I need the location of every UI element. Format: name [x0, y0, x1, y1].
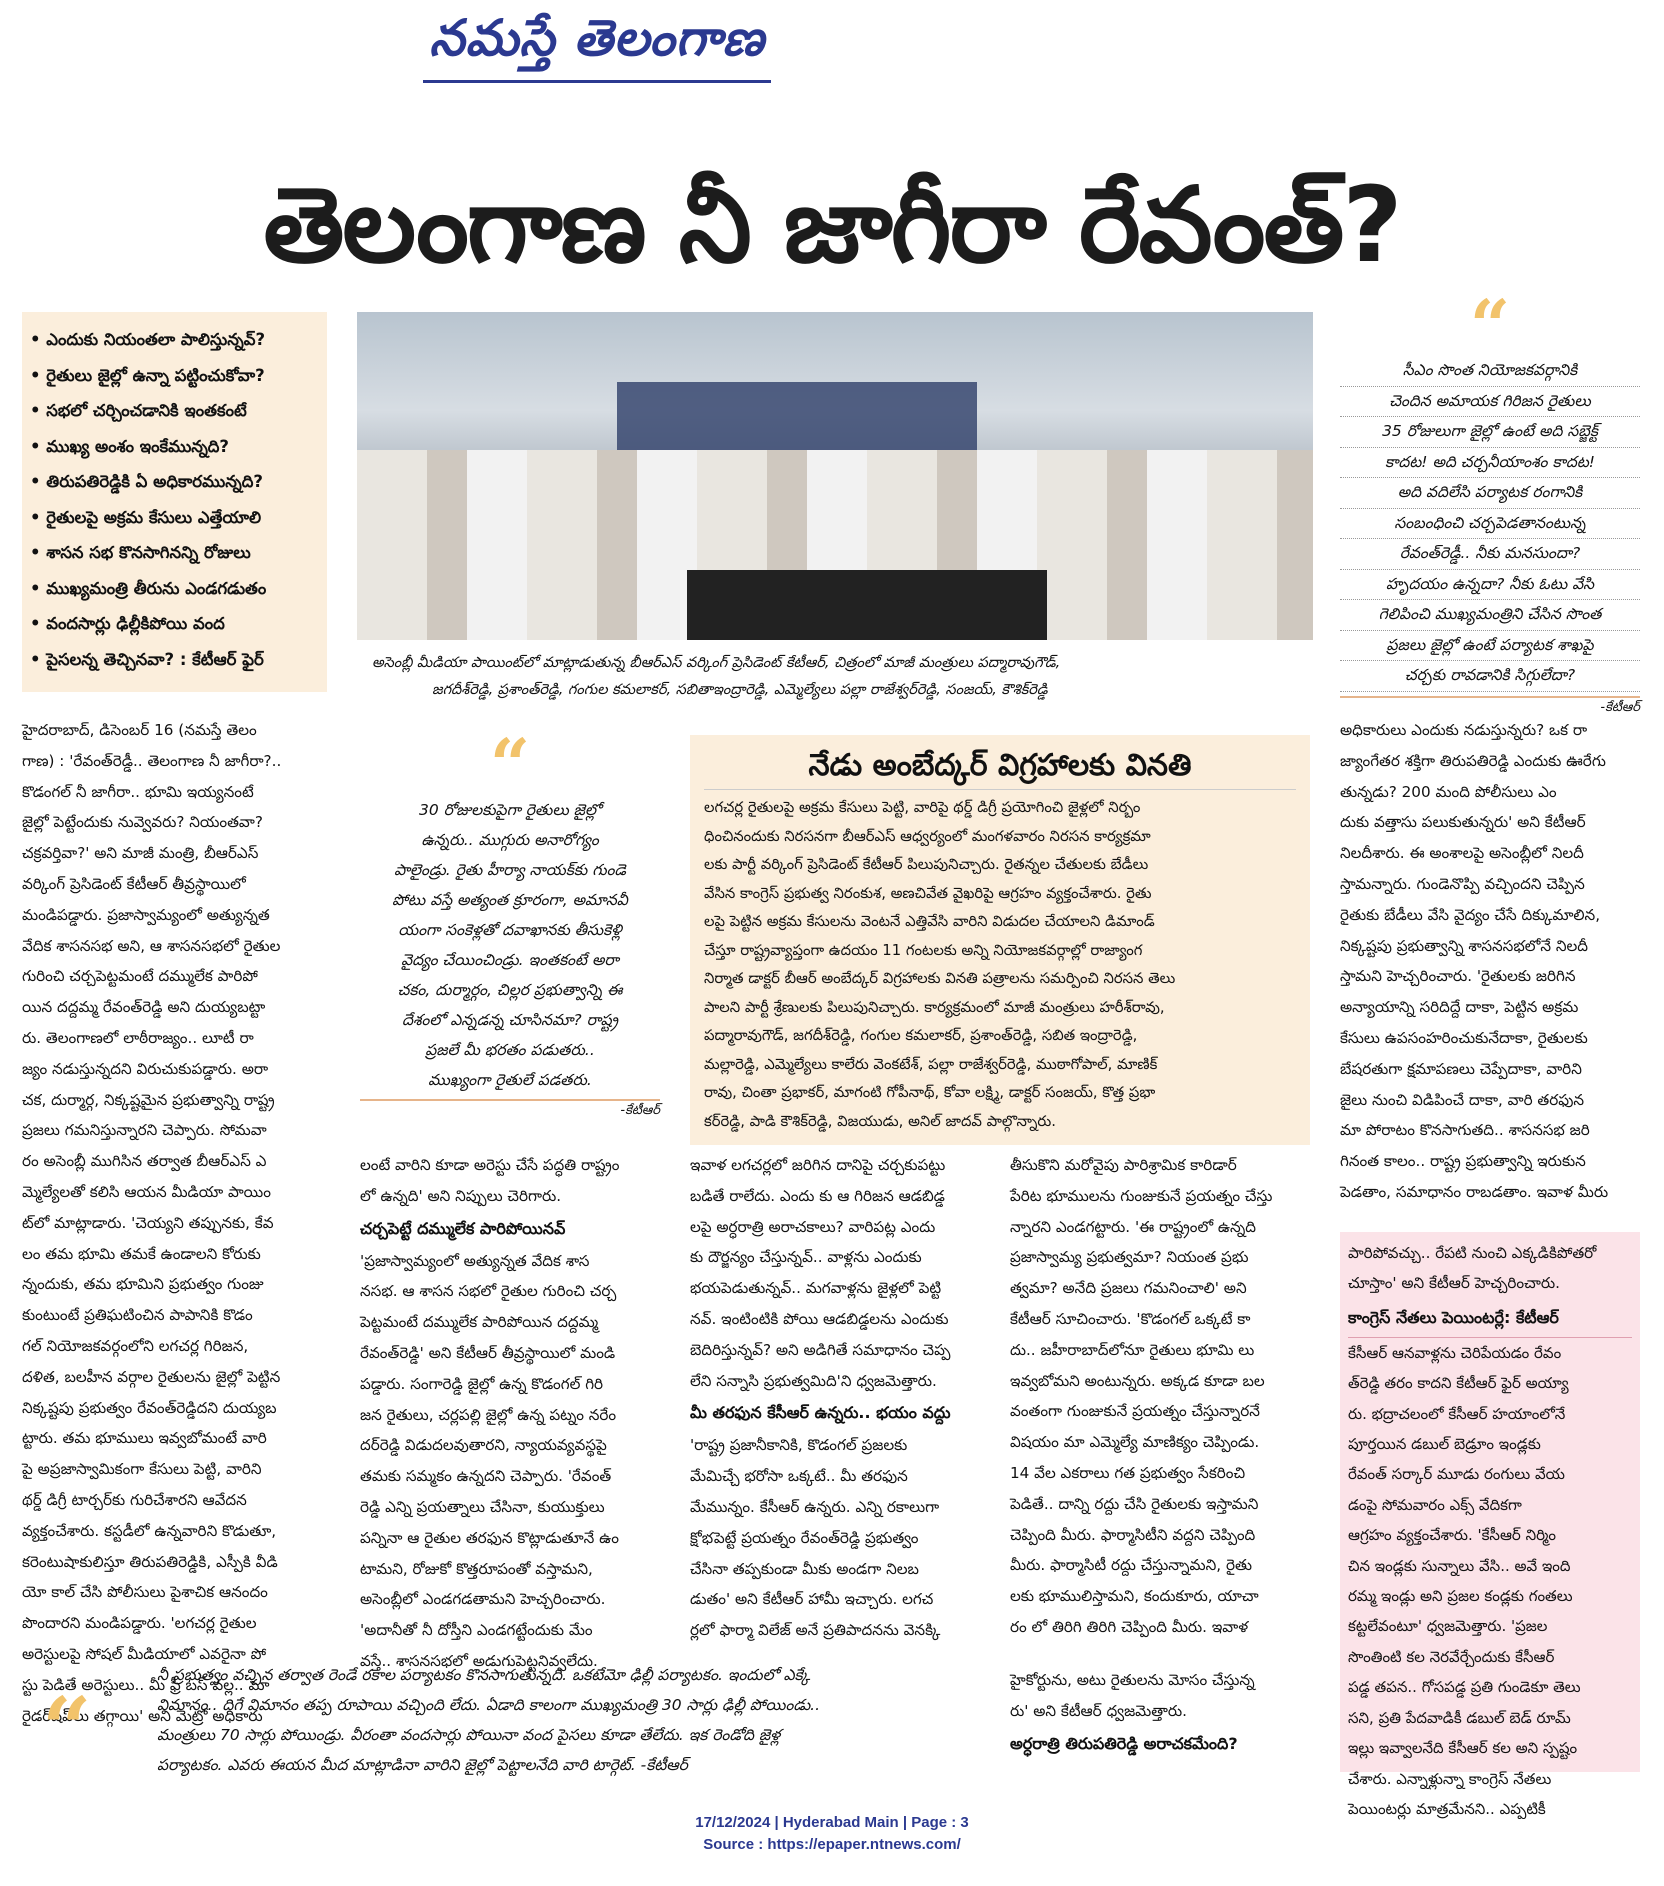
- text-line: అసెంబ్లీలో ఎండగడతామని హెచ్చరించారు.: [360, 1590, 606, 1609]
- text-line: రావు, చింతా ప్రభాకర్, మాగంటి గోపీనాథ్, కోవా లక్ష్మి, డాక్టర్ సంజయ్, కొత్త ప్రభా: [704, 1084, 1156, 1101]
- text-line: కర్‌రెడ్డి, పాడి కౌశిక్‌రెడ్డి, విజయుడు, అనిల్ జాదవ్ పాల్గొన్నారు.: [704, 1112, 1056, 1130]
- text-line: వేసిన కాంగ్రెస్ ప్రభుత్వ నిరంకుశ, అణచివేత వైఖరిపై ఆగ్రహం వ్యక్తంచేశారు. రైతు: [704, 884, 1152, 902]
- quote-signature: -కేటీఆర్: [1340, 696, 1640, 718]
- text-line: 'అదానీతో నీ దోస్తీని ఎండగట్టేందుకు మేం: [360, 1621, 593, 1640]
- ambedkar-box: [690, 735, 1310, 1145]
- text-line: చేసినా తప్పకుండా మీకు అండగా నిలబ: [690, 1559, 919, 1578]
- quote-box-middle: [360, 723, 660, 1118]
- text-line: చేస్తూ రాష్ట్రవ్యాప్తంగా ఉదయం 11 గంటలకు అన్ని నియోజకవర్గాల్లో రాజ్యాంగ: [704, 941, 1143, 959]
- text-line: డంపై సోమవారం ఎక్స్ వేదికగా: [1348, 1495, 1522, 1514]
- quote-icon: “: [1469, 284, 1511, 367]
- sub-heading: చర్చపెట్టే దమ్ములేక పారిపోయినవ్: [360, 1218, 566, 1238]
- text-line: 'ప్రజాస్వామ్యంలో అత్యున్నత వేదిక శాస: [360, 1251, 590, 1270]
- text-line: నిక్కష్టపు ప్రభుత్వం రేవంత్‌రెడ్డిదని దుయ్యబ: [22, 1398, 277, 1417]
- text-line: పూర్తయిన డబుల్ బెడ్రూం ఇండ్లకు: [1348, 1435, 1541, 1454]
- text-line: పెడతాం, సమాధానం రాబడతాం. ఇవాళ మీరు: [1340, 1182, 1609, 1201]
- bullet-item: • రైతులపై అక్రమ కేసులు ఎత్తేయాలి: [30, 500, 319, 536]
- text-line: పొందారని మండిపడ్డారు. 'లగచర్ల రైతుల: [22, 1614, 257, 1633]
- text-line: మండిపడ్డారు. ప్రజాస్వామ్యంలో అత్యున్నత: [22, 905, 270, 924]
- text-line: దర్‌రెడ్డి విడుదలవుతారని, న్యాయవ్యవస్థపై: [360, 1436, 607, 1455]
- bullet-item: • పైసలన్న తెచ్చినవా? : కేటీఆర్ ఫైర్: [30, 642, 319, 678]
- bullet-item: • ముఖ్య అంశం ఇంకేమున్నది?: [30, 429, 319, 465]
- text-line: గురించి చర్చపెట్టమంటే దమ్ములేక పారిపో: [22, 967, 258, 986]
- congress-painters-box: [1340, 1232, 1640, 1818]
- bullet-item: • ఎందుకు నియంతలా పాలిస్తున్నవ్?: [30, 322, 319, 358]
- text-line: మీరు. ఫార్మాసిటీ రద్దు చేస్తున్నామని, రైతు: [1010, 1556, 1253, 1575]
- quote-signature: -కేటీఆర్: [360, 1099, 660, 1121]
- text-line: గినంత కాలం.. రాష్ట్ర ప్రభుత్వాన్ని ఇరుకున: [1340, 1152, 1586, 1171]
- bullet-item: • వందసార్లు ఢిల్లీకిపోయి వంద: [30, 606, 319, 642]
- text-line: న్నందుకు, తమ భూమిని ప్రభుత్వం గుంజు: [22, 1275, 264, 1294]
- text-line: పాలని పార్టీ శ్రేణులకు పిలుపునిచ్చారు. కార్యక్రమంలో మాజీ మంత్రులు హరీశ్‌రావు,: [704, 998, 1165, 1016]
- photo-banner: [617, 382, 977, 452]
- text-line: రేవంత్‌రెడ్డి' అని కేటీఆర్ తీవ్రస్థాయిలో మండి: [360, 1343, 616, 1362]
- text-line: ఇవాళ లగచర్లలో జరిగిన దానిపై చర్చకుపట్టు: [690, 1156, 946, 1174]
- sub-heading: మీ తరఫున కేసీఆర్ ఉన్నరు.. భయం వద్దు: [690, 1403, 951, 1423]
- text-line: లపై పెట్టిన అక్రమ కేసులను వెంటనే ఎత్తివేసి వారిని విడుదల చేయాలని డిమాండ్: [704, 913, 1155, 930]
- text-line: రమ్మ ఇండ్లు అని ప్రజల కండ్లకు గంతలు: [1348, 1587, 1573, 1606]
- text-line: దు.. జహీరాబాద్‌లోనూ రైతులు భూమి లు: [1010, 1340, 1255, 1359]
- text-line: నిర్మాత డాక్టర్ బీఆర్ అంబేద్కర్ విగ్రహాలకు వినతి పత్రాలను సమర్పించి నిరసన తెలు: [704, 970, 1176, 987]
- quote-line: యంగా సంకెళ్లతో దవాఖానకు తీసుకెళ్లి: [398, 921, 622, 939]
- text-line: వర్కింగ్ ప్రెసిడెంట్ కేటీఆర్ తీవ్రస్థాయిలో: [22, 874, 246, 893]
- text-line: హైకోర్టును, అటు రైతులను మోసం చేస్తున్న: [1010, 1671, 1255, 1689]
- text-line: భయపెడుతున్నవ్.. మగవాళ్లను జైళ్లలో పెట్టి: [690, 1279, 942, 1298]
- quote-line: ఉన్నరు.. ముగ్గురు అనారోగ్యం: [421, 831, 599, 849]
- page-headline: తెలంగాణ నీ జాగీరా రేవంత్?: [263, 164, 1401, 286]
- text-line: జైల్లో పెట్టేందుకు నువ్వెవరు? నియంతవా?: [22, 813, 263, 832]
- text-line: జైలు నుంచి విడిపించే దాకా, వారి తరఫున: [1340, 1090, 1585, 1109]
- text-line: రం లో తిరిగి తిరిగి చెప్పింది మీరు. ఇవాళ: [1010, 1617, 1249, 1636]
- text-line: లగచర్ల రైతులపై అక్రమ కేసులు పెట్టి, వారిపై థర్డ్ డిగ్రీ ప్రయోగించి జైళ్లలో నిర్బం: [704, 799, 1141, 816]
- text-line: బడితే రాలేదు. ఎందు కు ఆ గిరిజన ఆడబిడ్డ: [690, 1186, 945, 1205]
- text-line: పై అప్రజాస్వామికంగా కేసులు పెట్టి, వారిని: [22, 1460, 262, 1479]
- text-line: స్తామని హెచ్చరించారు. 'రైతులకు జరిగిన: [1340, 967, 1576, 986]
- text-line: చిన ఇండ్లకు సున్నాలు వేసి.. అవే ఇంది: [1348, 1556, 1571, 1575]
- text-line: మ్మెల్యేలతో కలిసి ఆయన మీడియా పాయిం: [22, 1182, 271, 1201]
- text-line: హైదరాబాద్, డిసెంబర్ 16 (నమస్తే తెలం: [22, 721, 257, 739]
- text-line: దుకు వత్తాసు పలుకుతున్నరు' అని కేటీఆర్: [1340, 813, 1586, 832]
- text-line: నిక్కష్టపు ప్రభుత్వాన్ని శాసనసభలోనే నిలదీ: [1340, 936, 1588, 955]
- text-line: బెదిరిస్తున్నవ్? అని అడిగితే సమాధానం చెప్ప: [690, 1340, 951, 1359]
- text-line: రేవంత్ సర్కార్ మూడు రంగులు వేయ: [1348, 1465, 1565, 1484]
- text-line: పడ్డారు. సంగారెడ్డి జైల్లో ఉన్న కొడంగల్ గిరి: [360, 1374, 604, 1393]
- text-line: అరెస్టులపై సోషల్ మీడియాలో ఎవరైనా పో: [22, 1644, 267, 1663]
- text-line: వంతంగా గుంజుకునే ప్రయత్నం చేస్తున్నారనే: [1010, 1402, 1260, 1421]
- quote-line: చర్చకు రావడానికి సిగ్గులేదా?: [1340, 661, 1640, 692]
- text-line: థర్డ్ డిగ్రీ టార్చర్‌కు గురిచేశారని ఆవేదన: [22, 1490, 247, 1509]
- text-line: పెట్టమంటే దమ్ములేక పారిపోయిన దద్దమ్మ: [360, 1313, 599, 1332]
- quote-line: గెలిపించి ముఖ్యమంత్రిని చేసిన సొంత: [1340, 600, 1640, 631]
- quote-line: అది వదిలేసి పర్యాటక రంగానికి: [1340, 478, 1640, 509]
- quote-icon: “: [42, 1679, 92, 1780]
- text-line: యో కాల్ చేసి పోలీసులు పైశాచిక ఆనందం: [22, 1583, 268, 1602]
- text-line: వేదిక శాసనసభ అని, ఆ శాసనసభలో రైతుల: [22, 936, 281, 955]
- text-line: రు' అని కేటీఆర్ ధ్వజమెత్తారు.: [1010, 1701, 1187, 1720]
- text-line: క్షోభపెట్టే ప్రయత్నం రేవంత్‌రెడ్డి ప్రభుత్వం: [690, 1528, 919, 1547]
- text-line: లంటే వారిని కూడా అరెస్టు చేసే పద్ధతి రాష్ట్రం: [360, 1156, 620, 1174]
- text-line: కేసీఆర్ ఆనవాళ్లను చెరిపేయడం రేవం: [1348, 1343, 1562, 1362]
- masthead-logo: [0, 8, 1664, 78]
- footer-date-edition: 17/12/2024 | Hyderabad Main | Page : 3: [695, 1814, 969, 1831]
- footer-source-link[interactable]: Source : https://epaper.ntnews.com/: [703, 1836, 961, 1853]
- text-line: తమకు సమ్మకం ఉన్నదని చెప్పారు. 'రేవంత్: [360, 1467, 612, 1486]
- text-line: చక్రవర్తివా?' అని మాజీ మంత్రి, బీఆర్‌ఎస్: [22, 844, 259, 863]
- bullet-box: [22, 312, 327, 692]
- quote-line: చకం, దుర్మార్గం, చిల్లర ప్రభుత్వాన్ని ఈ: [397, 981, 623, 999]
- text-line: గాణ) : 'రేవంత్‌రెడ్డీ.. తెలంగాణ నీ జాగీరా?..: [22, 751, 282, 770]
- box-title: నేడు అంబేద్కర్ విగ్రహాలకు వినతి: [704, 743, 1296, 790]
- text-line: పెయింటర్లు మాత్రమేనని.. ఎప్పటికీ: [1348, 1799, 1546, 1818]
- text-line: ఇవ్వబోమని అంటున్నరు. అక్కడ కూడా బల: [1010, 1371, 1265, 1390]
- text-line: రు. తెలంగాణలో లాఠీరాజ్యం.. లూటీ రా: [22, 1028, 254, 1047]
- quote-line: మంత్రులు 70 సార్లు పోయిండ్రు. వీరంతా వందసార్లు పోయినా వంద పైసలు కూడా తేలేదు. ఇక రెండోది జైళ్ల: [157, 1726, 781, 1744]
- bottom-quote-box: [22, 1660, 990, 1790]
- text-line: యిన దద్దమ్మ రేవంత్‌రెడ్డి అని దుయ్యబట్టా: [22, 998, 266, 1017]
- bullet-item: • రైతులు జైల్లో ఉన్నా పట్టించుకోవా?: [30, 358, 319, 394]
- quote-icon: “: [489, 723, 531, 806]
- quote-line: సీఎం సొంత నియోజకవర్గానికి: [1340, 356, 1640, 387]
- page-footer: [0, 1812, 1664, 1862]
- quote-line: 30 రోజులకుపైగా రైతులు జైల్లో: [419, 801, 601, 819]
- quote-line: విమానం.. దిగే విమానం తప్ప రూపాయి వచ్చింది లేదు. ఏడాది కాలంగా ముఖ్యమంత్రి 30 సార్లు ఢిల్లీ పోయిండు..: [157, 1696, 821, 1714]
- text-line: రం అసెంబ్లీ ముగిసిన తర్వాత బీఆర్‌ఎస్ ఎ: [22, 1152, 267, 1171]
- text-line: ఇల్లు ఇవ్వాలనేది కేసీఆర్ కల అని స్పష్టం: [1348, 1739, 1578, 1758]
- text-line: స్తామన్నారు. గుండెనొప్పి వచ్చిందని చెప్పిన: [1340, 874, 1585, 893]
- photo-microphones: [687, 570, 1047, 640]
- text-line: పన్నినా ఆ రైతుల తరఫున కొట్లాడుతూనే ఉం: [360, 1528, 619, 1547]
- quote-line: 35 రోజులుగా జైల్లో ఉంటే అది సబ్జెక్ట్: [1340, 417, 1640, 448]
- text-line: ప్రజాస్వామ్య ప్రభుత్వమా? నియంత ప్రభు: [1010, 1248, 1249, 1267]
- text-line: లపై అర్ధరాత్రి అరాచకాలు? వారిపట్ల ఎందు: [690, 1217, 936, 1236]
- text-line: లం తమ భూమి తమకే ఉండాలని కోరుకు: [22, 1244, 261, 1263]
- text-line: మేమిచ్చే భరోసా ఒక్కటే.. మీ తరఫున: [690, 1467, 908, 1486]
- quote-box-right: [1340, 284, 1640, 715]
- text-line: తున్నడు? 200 మంది పోలీసులు ఎం: [1340, 782, 1557, 801]
- text-line: కట్టలేవంటూ' ధ్వజమెత్తారు. 'ప్రజల: [1348, 1617, 1548, 1636]
- text-line: కొడంగల్ నీ జాగీరా.. భూమి ఇయ్యనంటే: [22, 782, 254, 801]
- text-line: పద్మారావుగౌడ్, జగదీశ్‌రెడ్డి, గంగుల కమలాకర్, ప్రశాంత్‌రెడ్డి, సబిత ఇంద్రారెడ్డి,: [704, 1027, 1138, 1044]
- text-line: కు దౌర్జన్యం చేస్తున్నవ్.. వాళ్లను ఎందుకు: [690, 1248, 922, 1267]
- article-column-3: [690, 1150, 990, 1675]
- text-line: కేసులు ఉపసంహరించుకునేదాకా, రైతులకు: [1340, 1028, 1588, 1047]
- text-line: జ్యాంగేతర శక్తిగా తిరుపతిరెడ్డి ఎందుకు ఊరేగు: [1340, 751, 1606, 770]
- quote-line: ముఖ్యంగా రైతులే పడతరు.: [428, 1071, 592, 1089]
- text-line: న్నారని ఎండగట్టారు. 'ఈ రాష్ట్రంలో ఉన్నది: [1010, 1217, 1256, 1236]
- quote-line: హృదయం ఉన్నదా? నీకు ఓటు వేసి: [1340, 570, 1640, 601]
- text-line: అన్యాయాన్ని సరిదిద్దే దాకా, పెట్టిన అక్రమ: [1340, 998, 1579, 1017]
- text-line: కరెంటుషాకులిస్తూ తిరుపతిరెడ్డికి, ఎస్పీకి వీడి: [22, 1552, 278, 1571]
- text-line: జన రైతులు, చర్లపల్లి జైల్లో ఉన్న పట్నం నరేం: [360, 1405, 617, 1424]
- text-line: మా పోరాటం కొనసాగుతది.. శాసనసభ జరి: [1340, 1121, 1590, 1140]
- quote-line: పోటు వస్తే అత్యంత క్రూరంగా, అమానవీ: [392, 891, 628, 909]
- text-line: సని, ప్రతి పేదవాడికీ డబుల్ బెడ్ రూమ్: [1348, 1708, 1571, 1727]
- text-line: పడ్డ తపన.. గోసపడ్డ ప్రతి గుండెకూ తెలు: [1348, 1678, 1581, 1697]
- text-line: చేశారు. ఎన్నాళ్లున్నా కాంగ్రెస్ నేతలు: [1348, 1769, 1552, 1788]
- text-line: 'రాష్ట్ర ప్రజానీకానికి, కొడంగల్ ప్రజలకు: [690, 1436, 908, 1455]
- quote-line: పర్యాటకం. ఎవరు ఈయన మీద మాట్లాడినా వారిని జైల్లో పెట్టాలనేది వారి టార్గెట్. -కేటీఆర్: [157, 1756, 688, 1774]
- text-line: రైడర్‌షిప్‌లు తగ్గాయి' అని మెట్రో అధికారు: [22, 1706, 263, 1725]
- press-photo: [357, 312, 1313, 640]
- quote-line: రేవంత్‌రెడ్డీ.. నీకు మనసుందా?: [1340, 539, 1640, 570]
- article-column-2: [360, 1150, 660, 1675]
- text-line: మేమున్నం. కేసీఆర్ ఉన్నరు. ఎన్ని రకాలుగా: [690, 1497, 940, 1516]
- text-line: ర్లలో ఫార్మా విలేజ్ అనే ప్రతిపాదనను వెనక్కి: [690, 1621, 941, 1640]
- text-line: పారిపోవచ్చు.. రేపటి నుంచి ఎక్కడికిపోతరో: [1348, 1244, 1597, 1262]
- quote-line: పాలైండ్రు. రైతు హీర్యా నాయక్‌కు గుండె: [394, 861, 626, 879]
- text-line: చెప్పింది మీరు. ఫార్మాసిటీని వద్దని చెప్పింది: [1010, 1525, 1256, 1544]
- quote-line: ప్రజలు జైల్లో ఉంటే పర్యాటక శాఖపై: [1340, 631, 1640, 662]
- text-line: లో ఉన్నది' అని నిప్పులు చెరిగారు.: [360, 1186, 562, 1205]
- text-line: నవ్. ఇంటింటికి పోయి ఆడబిడ్డలను ఎందుకు: [690, 1309, 949, 1328]
- text-line: అధికారులు ఎందుకు నడుస్తున్నరు? ఒక రా: [1340, 721, 1588, 739]
- text-line: బేషరతుగా క్షమాపణలు చెప్పేదాకా, వారిని: [1340, 1059, 1582, 1078]
- text-line: రైతుకు బేడీలు వేసి వైద్యం చేసే దిక్కుమాలిన,: [1340, 905, 1601, 924]
- bullet-item: • సభలో చర్చించడానికి ఇంతకంటే: [30, 393, 319, 429]
- bullet-item: • తిరుపతిరెడ్డికి ఏ అధికారమున్నది?: [30, 464, 319, 500]
- text-line: రెడ్డి ఎన్ని ప్రయత్నాలు చేసినా, కుయుక్తులు: [360, 1497, 605, 1516]
- text-line: కుంటుంటే ప్రతిఘటించిన పాపానికి కొడం: [22, 1306, 253, 1325]
- text-line: ట్‌లో మాట్లాడారు. 'చెయ్యని తప్పునకు, కేవ: [22, 1213, 274, 1232]
- text-line: స్టు పెడితే అరెస్టులు.. మీ ఫ్రీ బస్ వల్ల.. మా: [22, 1675, 270, 1694]
- quote-line: ప్రజలే మీ భరతం పడుతరు..: [425, 1041, 595, 1059]
- text-line: డుతం' అని కేటీఆర్ హామీ ఇచ్చారు. లగచ: [690, 1590, 934, 1609]
- photo-caption: [372, 650, 1292, 706]
- caption-line: అసెంబ్లీ మీడియా పాయింట్‌లో మాట్లాడుతున్న బీఆర్‌ఎస్ వర్కింగ్ ప్రెసిడెంట్ కేటీఆర్, చిత్రంలో మాజీ మంత్రులు పద్మారావుగౌడ్,: [372, 655, 1061, 671]
- text-line: వ్యక్తంచేశారు. కస్టడీలో ఉన్నవారిని కొడుతూ,: [22, 1521, 277, 1540]
- text-line: త్వమా? అనేది ప్రజలు గమనించాలి' అని: [1010, 1279, 1247, 1298]
- article-column-5: [1340, 715, 1640, 1225]
- box-title: కాంగ్రెస్ నేతలు పెయింటర్లే: కేటీఆర్: [1348, 1299, 1632, 1338]
- bullet-item: • ముఖ్యమంత్రి తీరును ఎండగడుతం: [30, 571, 319, 607]
- quote-line: చెందిన అమాయక గిరిజన రైతులు: [1340, 387, 1640, 418]
- text-line: త్‌రెడ్డి తరం కాదని కేటీఆర్ ఫైర్ అయ్యా: [1348, 1374, 1569, 1393]
- article-column-4-bottom: [1010, 1665, 1310, 1785]
- text-line: ప్రజలు గమనిస్తున్నారని చెప్పారు. సోమవా: [22, 1121, 267, 1140]
- text-line: పేరిట భూములను గుంజుకునే ప్రయత్నం చేస్తు: [1010, 1186, 1273, 1205]
- text-line: దళిత, బలహీన వర్గాల రైతులను జైల్లో పెట్టిన: [22, 1367, 281, 1386]
- masthead-title: నమస్తే తెలంగాణ: [423, 8, 771, 83]
- text-line: ఆగ్రహం వ్యక్తంచేశారు. 'కేసీఆర్ నిర్మిం: [1348, 1526, 1556, 1545]
- text-line: నిలదీశారు. ఈ అంశాలపై అసెంబ్లీలో నిలదీ: [1340, 844, 1584, 863]
- text-line: విషయం మా ఎమ్మెల్యే మాణిక్యం చెప్పిండు.: [1010, 1433, 1260, 1452]
- text-line: లకు పార్టీ వర్కింగ్ ప్రెసిడెంట్ కేటీఆర్ పిలుపునిచ్చారు. రైతన్నల చేతులకు బేడీలు: [704, 856, 1149, 873]
- quote-line: దేశంలో ఎన్నడన్న చూసినమా? రాష్ట్ర: [402, 1011, 618, 1029]
- text-line: సొంతింటి కల నెరవేర్చేందుకు కేసీఆర్: [1348, 1647, 1555, 1666]
- quote-line: నీ ప్రభుత్వం వచ్చిన తర్వాత రెండే రకాల పర్యాటకం కొనసాగుతున్నది. ఒకటేమో ఢిల్లీ పర్యాటకం. ఇందులో ఎక్కే: [157, 1666, 811, 1684]
- article-column-4: [1010, 1150, 1310, 1645]
- text-line: లకు భూములిస్తామని, కందుకూరు, యాచా: [1010, 1587, 1259, 1606]
- text-line: ట్టారు. తమ భూములు ఇవ్వబోమంటే వారి: [22, 1429, 267, 1448]
- text-line: కేటీఆర్ సూచించారు. 'కొడంగల్ ఒక్కటే కా: [1010, 1309, 1251, 1328]
- text-line: పెడితే.. దాన్ని రద్దు చేసి రైతులకు ఇస్తామని: [1010, 1494, 1259, 1513]
- text-line: మల్లారెడ్డి, ఎమ్మెల్యేలు కాలేరు వెంకటేశ్, పల్లా రాజేశ్వర్‌రెడ్డి, ముఠాగోపాల్, మాణిక్: [704, 1055, 1158, 1073]
- text-line: జ్యం నడుస్తున్నదని విరుచుకుపడ్డారు. అరా: [22, 1059, 269, 1078]
- quote-line: కాదట! అది చర్చనీయాంశం కాదట!: [1340, 448, 1640, 479]
- text-line: టామని, రోజుకో కొత్తరూపంతో వస్తామని,: [360, 1559, 593, 1578]
- text-line: 14 వేల ఎకరాలు గత ప్రభుత్వం సేకరించి: [1010, 1463, 1246, 1482]
- text-line: చక, దుర్మార్గ, నిక్కష్టమైన ప్రభుత్వాన్ని రాష్ట్ర: [22, 1090, 275, 1109]
- text-line: ధించినందుకు నిరసనగా బీఆర్‌ఎస్ ఆధ్వర్యంలో మంగళవారం నిరసన కార్యక్రమా: [704, 827, 1151, 845]
- text-line: గల్ నియోజకవర్గంలోని లగచర్ల గిరిజన,: [22, 1336, 249, 1355]
- sub-heading: అర్ధరాత్రి తిరుపతిరెడ్డి అరాచకమేంది?: [1010, 1733, 1238, 1753]
- text-line: వస్తే.. శాసనసభలో అడుగుపెట్టనివ్వలేదు.: [360, 1651, 598, 1670]
- text-line: తీసుకొని మరోవైపు పారిశ్రామిక కారిడార్: [1010, 1156, 1237, 1174]
- article-column-1: [22, 715, 327, 1725]
- quote-line: సంబంధించి చర్చపెడతానంటున్న: [1340, 509, 1640, 540]
- quote-line: వైద్యం చేయించిండ్రు. ఇంతకంటే అరా: [401, 951, 619, 969]
- text-line: లేని సన్నాసి ప్రభుత్వమిది'ని ధ్వజమెత్తారు.: [690, 1371, 937, 1390]
- caption-line: జగదీశ్‌రెడ్డి, ప్రశాంత్‌రెడ్డి, గంగుల కమలాకర్, సబితాఇంద్రారెడ్డి, ఎమ్మెల్యేలు పల్లా రాజేశ్వర్‌రెడ్డి, సంజయ్, కౌశిక్‌రెడ్డి: [432, 682, 1048, 698]
- bullet-item: • శాసన సభ కొనసాగినన్ని రోజులు: [30, 535, 319, 571]
- text-line: నసభ. ఆ శాసన సభలో రైతుల గురించి చర్చ: [360, 1282, 617, 1301]
- text-line: రు. భద్రాచలంలో కేసీఆర్ హయాంలోనే: [1348, 1404, 1566, 1423]
- text-line: చూస్తాం' అని కేటీఆర్ హెచ్చరించారు.: [1348, 1274, 1560, 1293]
